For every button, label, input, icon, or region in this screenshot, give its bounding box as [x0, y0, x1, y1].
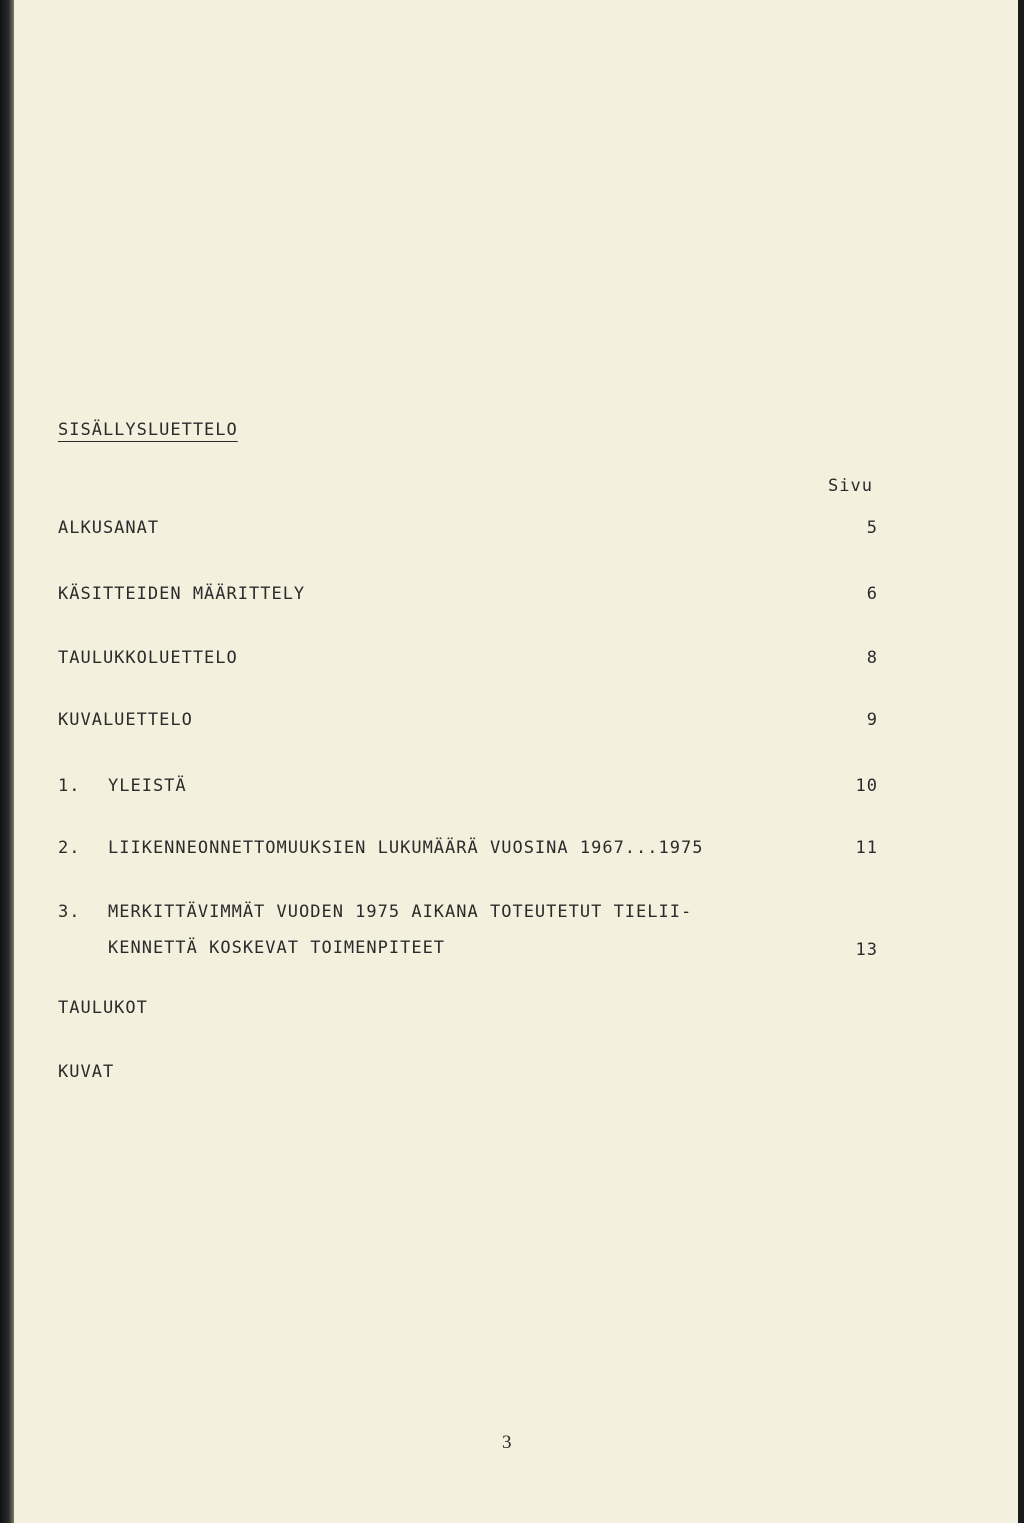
toc-entry-page: 11	[855, 838, 878, 858]
page-column-header: Sivu	[828, 476, 873, 496]
toc-entry	[58, 518, 878, 542]
toc-entry	[58, 1062, 878, 1086]
toc-entry	[58, 648, 878, 672]
toc-entry	[58, 584, 878, 608]
toc-entry-page: 6	[866, 584, 878, 604]
toc-entry-page: 10	[855, 776, 878, 796]
footer-page-number: 3	[502, 1432, 512, 1453]
toc-entry-text: YLEISTÄ	[108, 776, 187, 796]
toc-entry-number: 1.	[58, 776, 81, 796]
toc-entry-page: 13	[855, 940, 878, 960]
toc-entry-text: KUVALUETTELO	[58, 710, 193, 730]
scan-left-edge	[0, 0, 14, 1523]
toc-entry-text: TAULUKKOLUETTELO	[58, 648, 238, 668]
toc-entry-text: MERKITTÄVIMMÄT VUODEN 1975 AIKANA TOTEUTETUT TIELII-	[108, 902, 693, 922]
toc-entry-page: 9	[866, 710, 878, 730]
toc-entry-text: TAULUKOT	[58, 998, 148, 1018]
toc-entry-text: LIIKENNEONNETTOMUUKSIEN LUKUMÄÄRÄ VUOSINA 1967...1975	[108, 838, 704, 858]
toc-entry-text-continued: KENNETTÄ KOSKEVAT TOIMENPITEET	[108, 938, 446, 958]
document-page	[14, 0, 1018, 1523]
toc-entry	[58, 710, 878, 734]
toc-entry-text: KÄSITTEIDEN MÄÄRITTELY	[58, 584, 306, 604]
toc-entry-page: 5	[866, 518, 878, 538]
toc-entry-text: ALKUSANAT	[58, 518, 160, 538]
toc-entry-number: 3.	[58, 902, 81, 922]
toc-entry-number: 2.	[58, 838, 81, 858]
toc-entry	[58, 998, 878, 1022]
toc-entry	[58, 902, 878, 960]
toc-entry	[58, 838, 878, 862]
toc-entry	[58, 776, 878, 800]
toc-entry-text: KUVAT	[58, 1062, 115, 1082]
toc-title: SISÄLLYSLUETTELO	[58, 420, 238, 440]
toc-entry-page: 8	[866, 648, 878, 668]
